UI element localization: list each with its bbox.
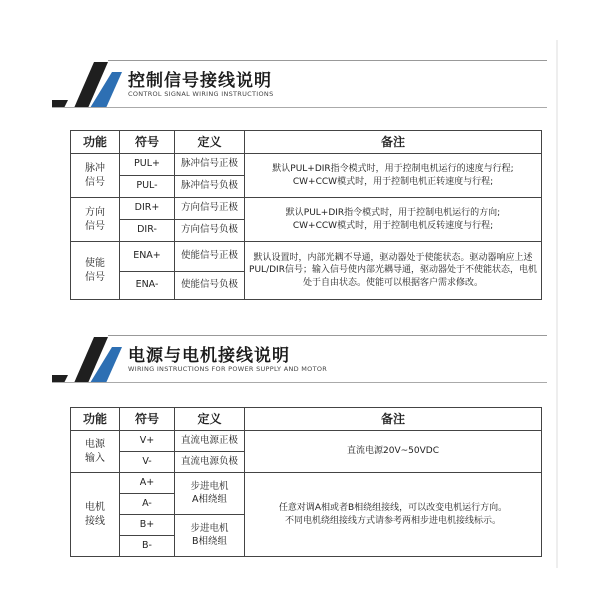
table-row: [71, 198, 542, 220]
header-function: 功能: [71, 131, 120, 154]
header-stripe-graphic-icon: [52, 333, 122, 383]
header-symbol: 符号: [120, 131, 175, 154]
control-signal-table: [70, 130, 542, 300]
symbol-cell: A-: [120, 494, 175, 515]
header-bottom-line: [52, 107, 547, 108]
function-cell: 电机 接线: [71, 473, 120, 557]
function-cell: 电源 输入: [71, 431, 120, 473]
remark-cell: 默认PUL+DIR指令模式时，用于控制电机运行的方向; CW+CCW模式时，用于控制电机反转速度与行程;: [245, 198, 542, 242]
table-row: [71, 154, 542, 176]
definition-cell: 使能信号负极: [175, 272, 245, 300]
header-function: 功能: [71, 408, 120, 431]
definition-cell: 脉冲信号负极: [175, 176, 245, 198]
definition-cell: 步进电机 A相绕组: [175, 473, 245, 515]
table-row: [71, 242, 542, 272]
section-subtitle: WIRING INSTRUCTIONS FOR POWER SUPPLY AND MOTOR: [128, 365, 328, 373]
header-top-line: [108, 60, 547, 61]
remark-cell: 直流电源20V~50VDC: [245, 431, 542, 473]
symbol-cell: ENA+: [120, 242, 175, 272]
header-definition: 定义: [175, 131, 245, 154]
function-cell: 脉冲 信号: [71, 154, 120, 198]
symbol-cell: ENA-: [120, 272, 175, 300]
definition-cell: 直流电源正极: [175, 431, 245, 452]
symbol-cell: B+: [120, 515, 175, 536]
power-motor-table: [70, 407, 542, 557]
section-subtitle: CONTROL SIGNAL WIRING INSTRUCTIONS: [128, 90, 274, 98]
section-title: 电源与电机接线说明: [128, 346, 290, 366]
symbol-cell: A+: [120, 473, 175, 494]
section-title: 控制信号接线说明: [128, 71, 272, 91]
table-row: [71, 431, 542, 452]
symbol-cell: PUL-: [120, 176, 175, 198]
header-remark: 备注: [245, 131, 542, 154]
definition-cell: 使能信号正极: [175, 242, 245, 272]
symbol-cell: B-: [120, 536, 175, 557]
header-definition: 定义: [175, 408, 245, 431]
header-top-line: [108, 335, 547, 336]
definition-cell: 方向信号负极: [175, 220, 245, 242]
page-edge: [556, 40, 558, 568]
section-header-control: [52, 58, 547, 108]
remark-cell: 默认PUL+DIR指令模式时，用于控制电机运行的速度与行程; CW+CCW模式时，用于控制电机正转速度与行程;: [245, 154, 542, 198]
table-header-row: [71, 408, 542, 431]
symbol-cell: DIR+: [120, 198, 175, 220]
section-header-power: [52, 333, 547, 383]
header-remark: 备注: [245, 408, 542, 431]
symbol-cell: PUL+: [120, 154, 175, 176]
symbol-cell: V+: [120, 431, 175, 452]
header-symbol: 符号: [120, 408, 175, 431]
symbol-cell: V-: [120, 452, 175, 473]
table-header-row: [71, 131, 542, 154]
remark-cell: 任意对调A相或者B相绕组接线，可以改变电机运行方向。 不同电机绕组接线方式请参考两相步进电机接线标示。: [245, 473, 542, 557]
definition-cell: 直流电源负极: [175, 452, 245, 473]
definition-cell: 脉冲信号正极: [175, 154, 245, 176]
header-stripe-graphic-icon: [52, 58, 122, 108]
symbol-cell: DIR-: [120, 220, 175, 242]
remark-cell: 默认设置时，内部光耦不导通，驱动器处于使能状态。驱动器响应上述PUL/DIR信号；输入信号使内部光耦导通，驱动器处于不使能状态，电机处于自由状态。使能可以根据客户需求修改。: [245, 242, 542, 300]
definition-cell: 步进电机 B相绕组: [175, 515, 245, 557]
header-bottom-line: [52, 382, 547, 383]
table-row: [71, 473, 542, 494]
function-cell: 使能 信号: [71, 242, 120, 300]
function-cell: 方向 信号: [71, 198, 120, 242]
definition-cell: 方向信号正极: [175, 198, 245, 220]
